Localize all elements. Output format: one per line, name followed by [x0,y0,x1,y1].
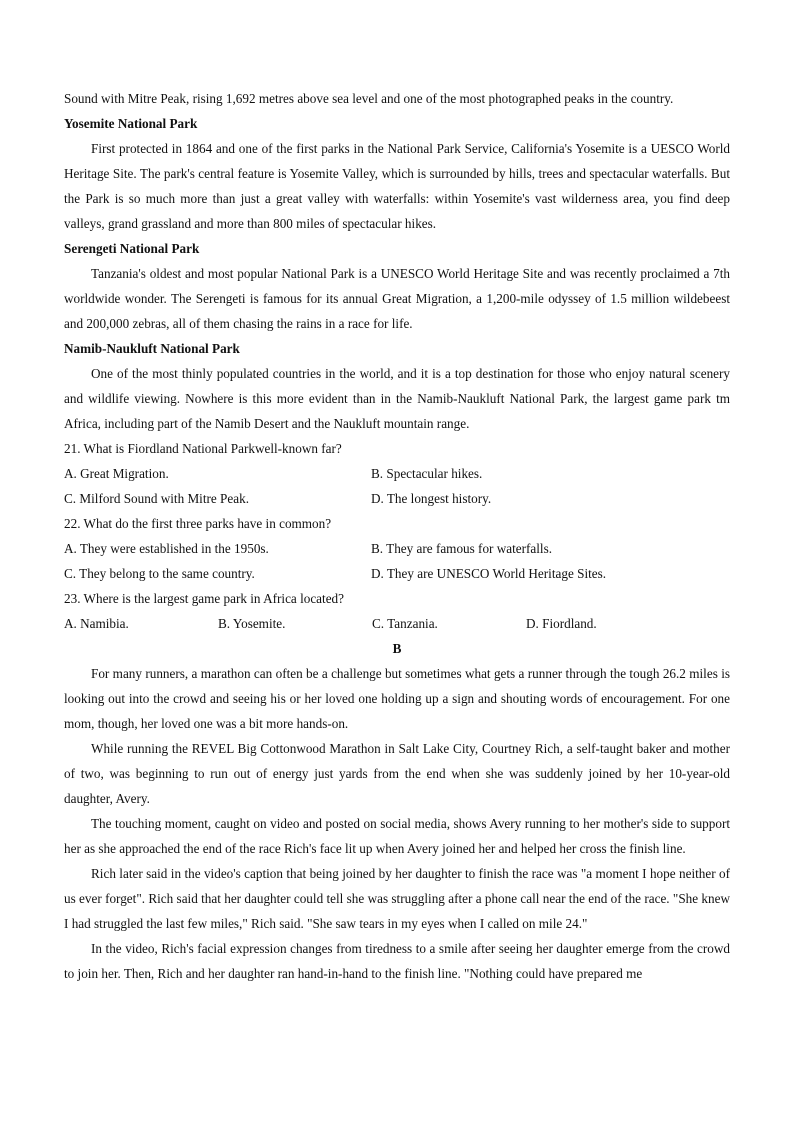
intro-line: Sound with Mitre Peak, rising 1,692 metres above sea level and one of the most photographed peaks in the country. [64,91,674,106]
question-21-options-row-1 [64,461,730,486]
question-22-options-row-1 [64,536,730,561]
question-22-stem: 22. What do the first three parks have in common? [64,516,332,531]
question-23-option-a: A. Namibia. [64,616,129,631]
question-21-option-d: D. The longest history. [371,491,492,506]
section-b-paragraph-3: The touching moment, caught on video and posted on social media, shows Avery running to her mother's side to support her as she approached the end of the race Rich's face lit up when Avery joined her and helped her cross the finish line. [64,816,730,856]
section-b-paragraph-5: In the video, Rich's facial expression changes from tiredness to a smile after seeing her daughter emerge from the crowd to join her. Then, Rich and her daughter ran hand-in-hand to the finish line. "Nothing could have prepared me [64,941,730,981]
park-text-yosemite: First protected in 1864 and one of the first parks in the National Park Service, California's Yosemite is a UESCO World Heritage Site. The park's central feature is Yosemite Valley, which is surrounded by hills, trees and spectacular waterfalls. But the Park is so much more than just a great valley with waterfalls: within Yosemite's vast wilderness area, you find deep valleys, grand grassland and more than 800 miles of spectacular hikes. [64,141,730,231]
question-22-option-b: B. They are famous for waterfalls. [371,541,553,556]
question-22-options-row-2 [64,561,730,586]
document-page [64,86,730,986]
section-b-paragraph-1: For many runners, a marathon can often be a challenge but sometimes what gets a runner through the tough 26.2 miles is looking out into the crowd and seeing his or her loved one holding up a sign and shouting words of encouragement. For one mom, though, her loved one was a bit more hands-on. [64,666,730,731]
section-b-paragraph-2: While running the REVEL Big Cottonwood Marathon in Salt Lake City, Courtney Rich, a self-taught baker and mother of two, was beginning to run out of energy just yards from the end when she was suddenly joined by her 10-year-old daughter, Avery. [64,741,730,806]
park-heading-yosemite: Yosemite National Park [64,116,198,131]
park-text-namib: One of the most thinly populated countries in the world, and it is a top destination for those who enjoy natural scenery and wildlife viewing. Nowhere is this more evident than in the Namib-Naukluft National Park, the largest game park tm Africa, including part of the Namib Desert and the Naukluft mountain range. [64,366,730,431]
question-23-option-d: D. Fiordland. [526,616,597,631]
question-21-stem: 21. What is Fiordland National Parkwell-known far? [64,441,342,456]
section-b-label: B [392,641,402,656]
question-21-options-row-2 [64,486,730,511]
park-heading-namib: Namib-Naukluft National Park [64,341,240,356]
section-b-paragraph-4: Rich later said in the video's caption that being joined by her daughter to finish the race was "a moment I hope neither of us ever forget". Rich said that her daughter could tell she was struggling after a phone call near the end of the race. "She knew I had struggled the last few miles," Rich said. "She saw tears in my eyes when I called on mile 24." [64,866,730,931]
question-21-option-a: A. Great Migration. [64,466,169,481]
question-23-options-row [64,611,730,636]
question-22-option-c: C. They belong to the same country. [64,566,255,581]
question-21-option-c: C. Milford Sound with Mitre Peak. [64,491,249,506]
question-23-option-c: C. Tanzania. [372,616,438,631]
question-21-option-b: B. Spectacular hikes. [371,466,483,481]
question-23-stem: 23. Where is the largest game park in Africa located? [64,591,345,606]
question-23-option-b: B. Yosemite. [218,616,286,631]
question-22-option-a: A. They were established in the 1950s. [64,541,269,556]
park-text-serengeti: Tanzania's oldest and most popular National Park is a UNESCO World Heritage Site and was recently proclaimed a 7th worldwide wonder. The Serengeti is famous for its annual Great Migration, a 1,200-mile odyssey of 1.5 million wildebeest and 200,000 zebras, all of them chasing the rains in a race for life. [64,266,730,331]
park-heading-serengeti: Serengeti National Park [64,241,200,256]
question-22-option-d: D. They are UNESCO World Heritage Sites. [371,566,607,581]
